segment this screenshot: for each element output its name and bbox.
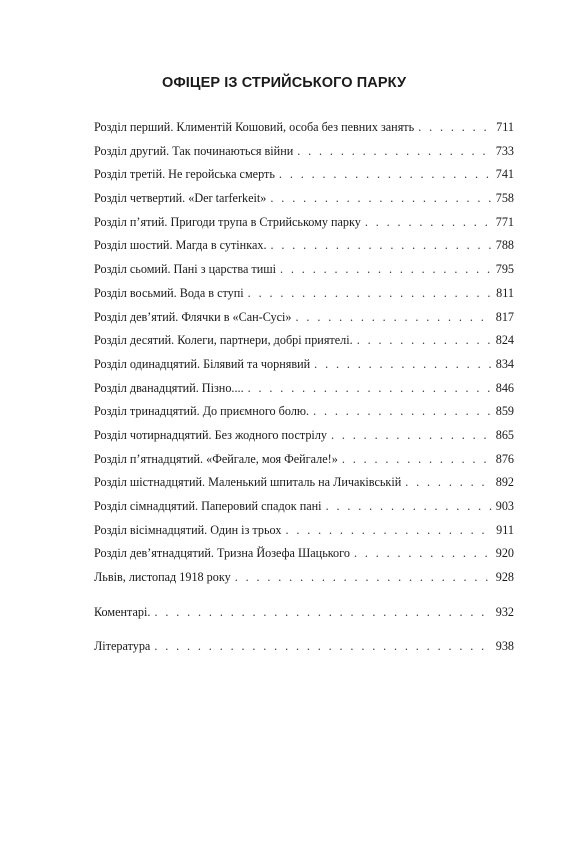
toc-entry-comments	[94, 601, 514, 625]
dot-leader	[314, 353, 492, 377]
toc-entry-label: Розділ дванадцятий. Пізно....	[94, 380, 244, 395]
dot-leader	[326, 495, 492, 519]
table-of-contents	[94, 116, 514, 659]
toc-page-number: 876	[495, 451, 514, 466]
toc-entry-label: Розділ п’ятнадцятий. «Фейгале, моя Фейгале!»	[94, 451, 338, 466]
toc-page-number: 824	[495, 333, 514, 348]
toc-entry-literature	[94, 635, 514, 659]
toc-entry-label: Львів, листопад 1918 року	[94, 570, 231, 585]
toc-entry-label: Розділ вісімнадцятий. Один із трьох	[94, 522, 282, 537]
dot-leader	[279, 163, 492, 187]
toc-entry-label: Розділ шостий. Магда в сутінках.	[94, 238, 267, 253]
dot-leader	[354, 542, 492, 566]
toc-entry	[94, 163, 514, 187]
toc-entry-label: Розділ шістнадцятий. Маленький шпиталь на Личаківській	[94, 475, 402, 490]
dot-leader	[331, 424, 492, 448]
toc-page-number: 892	[495, 475, 514, 490]
toc-page-number: 817	[495, 309, 514, 324]
toc-entry	[94, 116, 514, 140]
toc-entry	[94, 306, 514, 330]
toc-page-number: 920	[495, 546, 514, 561]
toc-page-number: 911	[496, 522, 514, 537]
dot-leader	[296, 306, 492, 330]
dot-leader	[313, 400, 492, 424]
toc-entry-label: Розділ сьомий. Пані з царства тиші	[94, 262, 277, 277]
toc-page-number: 795	[495, 262, 514, 277]
dot-leader	[297, 140, 491, 164]
toc-page-number: 788	[495, 238, 514, 253]
toc-entry-label: Розділ чотирнадцятий. Без жодного пострілу	[94, 427, 327, 442]
dot-leader	[270, 187, 491, 211]
dot-leader	[235, 566, 492, 590]
toc-page-number: 758	[495, 191, 514, 206]
toc-entry-label: Розділ третій. Не геройська смерть	[94, 167, 275, 182]
dot-leader	[271, 234, 492, 258]
toc-entry	[94, 258, 514, 282]
toc-entry-label: Розділ сімнадцятий. Паперовий спадок пані	[94, 499, 322, 513]
toc-page-number: 771	[495, 214, 514, 229]
toc-entry-label: Розділ восьмий. Вода в ступі	[94, 285, 244, 300]
toc-entry	[94, 140, 514, 164]
dot-leader	[365, 211, 492, 235]
dot-leader	[342, 448, 492, 472]
toc-page-number: 928	[495, 570, 514, 585]
toc-entry	[94, 519, 514, 543]
toc-entry-label: Розділ п’ятий. Пригоди трупа в Стрийському парку	[94, 214, 361, 229]
toc-page-number: 932	[495, 604, 514, 619]
dot-leader	[285, 519, 492, 543]
toc-entry-label: Розділ перший. Климентій Кошовий, особа без певних занять	[94, 120, 415, 134]
toc-page-number: 859	[495, 404, 514, 419]
toc-entry-label: Розділ четвертий. «Der tarferkeit»	[94, 191, 267, 206]
toc-page-number: 938	[495, 639, 514, 654]
toc-entry	[94, 187, 514, 211]
toc-page-number: 733	[495, 143, 514, 158]
toc-entry-label: Розділ дев’ятнадцятий. Тризна Йозефа Шацького	[94, 546, 350, 561]
toc-page-number: 811	[496, 285, 514, 300]
toc-page-number: 846	[495, 380, 514, 395]
dot-leader	[280, 258, 492, 282]
dot-leader	[154, 635, 491, 659]
dot-leader	[248, 282, 492, 306]
toc-entry	[94, 211, 514, 235]
toc-entry-label: Література	[94, 639, 151, 654]
toc-entry-label: Розділ тринадцятий. До приємного болю.	[94, 404, 310, 419]
toc-entry	[94, 448, 514, 472]
toc-entry	[94, 542, 514, 566]
toc-page-number: 903	[495, 499, 514, 513]
toc-page-number: 711	[496, 120, 514, 134]
toc-entry-label: Коментарі.	[94, 604, 151, 619]
section-title: ОФІЦЕР ІЗ СТРИЙСЬКОГО ПАРКУ	[161, 75, 407, 91]
toc-entry-label: Розділ другий. Так починаються війни	[94, 143, 294, 158]
toc-entry	[94, 234, 514, 258]
toc-page-number: 741	[495, 167, 514, 182]
toc-entry-label: Розділ десятий. Колеги, партнери, добрі приятелі.	[94, 333, 353, 348]
toc-page-number: 834	[495, 356, 514, 371]
toc-entry	[94, 329, 514, 353]
toc-page-number: 865	[495, 427, 514, 442]
toc-entry	[94, 282, 514, 306]
toc-entry	[94, 471, 514, 495]
toc-entry-label: Розділ дев’ятий. Флячки в «Сан-Сусі»	[94, 309, 292, 324]
toc-entry	[94, 353, 514, 377]
toc-entry	[94, 377, 514, 401]
dot-leader	[357, 329, 492, 353]
toc-entry	[94, 400, 514, 424]
toc-entry-label: Розділ одинадцятий. Білявий та чорнявий	[94, 356, 311, 371]
dot-leader	[248, 377, 492, 401]
dot-leader	[418, 116, 492, 140]
dot-leader	[405, 471, 491, 495]
toc-entry	[94, 566, 514, 590]
dot-leader	[154, 601, 491, 625]
toc-entry	[94, 424, 514, 448]
toc-entry	[94, 495, 514, 519]
